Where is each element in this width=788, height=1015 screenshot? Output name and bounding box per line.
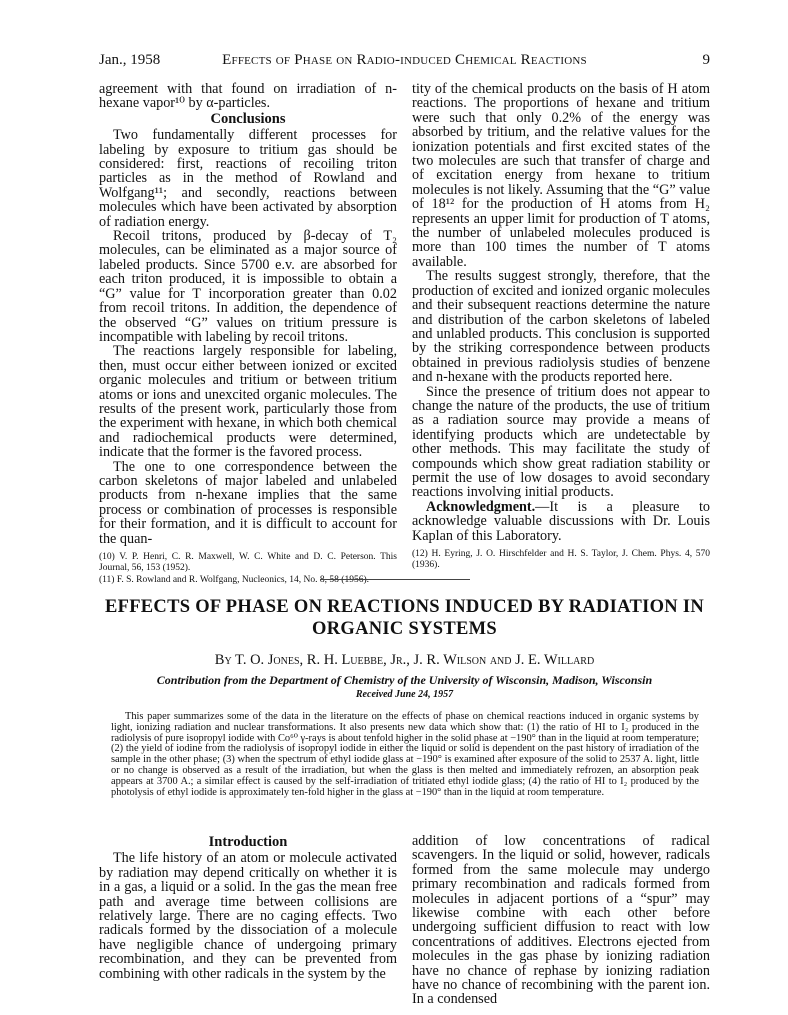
abstract	[111, 712, 699, 798]
paragraph: The results suggest strongly, therefore, that the production of excited and ionized organic molecules and their subsequent reactions determine the nature and distribution of the carbon skeletons of labeled and unlabled products. This conclusion is supported by the striking correspondence between products obtained in previous radiolysis studies of benzene and n-hexane with the products reported here.	[412, 268, 710, 386]
top-right-column	[412, 82, 710, 572]
paragraph: The one to one correspondence between the carbon skeletons of major labeled and unlabeled products from n-hexane implies that the same process or combination of processes is responsible for their formation, and it is difficult to account for the quan-	[99, 458, 397, 547]
top-left-column	[99, 82, 397, 587]
paragraph: The life history of an atom or molecule activated by radiation may depend critically on whether it is in a gas, a liquid or a solid. In the gas the mean free path and average time between collisions are relatively large. There are no caging effects. Two radicals formed by the dissociation of a molecule have negligible chance of undergoing primary recombination, and they can be prevented from combining with other radicals in the system by the	[99, 850, 397, 982]
author-byline: By T. O. Jones, R. H. Luebbe, Jr., J. R. Wilson and J. E. Willard	[214, 652, 595, 668]
issue-date: Jan., 1958	[99, 52, 161, 68]
paragraph: addition of low concentrations of radical scavengers. In the liquid or solid, however, radicals formed from the same molecule may undergo primary recombination and radicals formed from molecules in adjacent portions of a “spur” may likewise combine with each other before undergoing sufficient diffusion to react with low concentrations of additives. Electrons ejected from molecules in the gas phase by ionizing radiation have no chance of rephase by ionizing radiation have no chance of recombining with the parent ion. In a condensed	[412, 833, 710, 1008]
acknowledgment	[412, 500, 710, 543]
footnotes	[99, 552, 397, 586]
page-number: 9	[702, 52, 710, 68]
acknowledgment-label: Acknowledgment.	[426, 498, 536, 515]
bottom-left-column	[99, 834, 397, 981]
paragraph: tity of the chemical products on the basis of H atom reactions. The proportions of hexane and tritium were such that only 0.2% of the energy was absorbed by tritium, and the relative values for the ionization potentials and first excited states of the two molecules are such that transfer of charge and of excitation energy from hexane to tritium molecules is not likely. Assuming that the “G” value of 18¹² for the production of H atoms from H₂ represents an upper limit for production of T atoms, the number of unlabeled molecules produced is more than 100 times the number of T atoms available.	[412, 81, 710, 270]
abstract-text: This paper summarizes some of the data in the literature on the effects of phase on chemical reactions induced in organic systems by light, ionizing radiation and nuclear transformations. It also presents new data which show that: (1) the ratio of HI to I₂ produced in the radiolysis of pure isopropyl iodide with Co⁶⁰ γ-rays is about tenfold higher in the solid phase at −190° than in the liquid at room temperature; (2) the yield of iodine from the radiolysis of isopropyl iodide in either the liquid or solid is dependent on the past history of irradiation of the sample in the other phase; (3) when the spectrum of ethyl iodide glass at −190° is examined after exposure of the solid to 2537 A. light, little or no change is observed as a result of the irradiation, but when the glass is then melted and immediately refrozen, an absorption peak appears at 3700 A.; a similar effect is caused by the self-irradiation of tritiated ethyl iodide glass; (4) the ratio of HI to I₂ produced by the photolysis of ethyl iodide is approximately ten-fold higher in the glass at −190° than in the liquid at room temperature.	[111, 711, 699, 798]
running-header	[99, 52, 710, 72]
affiliation: Contribution from the Department of Chemistry of the University of Wisconsin, Madison, Wisconsin	[156, 673, 653, 687]
paragraph: agreement with that found on irradiation of n-hexane vapor¹⁰ by α-particles.	[99, 81, 397, 112]
bottom-right-column	[412, 834, 710, 1007]
footnote-12: (12) H. Eyring, J. O. Hirschfelder and H. S. Taylor, J. Chem. Phys. 4, 570 (1936).	[412, 549, 710, 570]
acknowledgment-text: —It is a pleasure to acknowledge valuable discussions with Dr. Louis Kaplan of this Laboratory.	[412, 498, 710, 544]
received-date: Received June 24, 1957	[355, 689, 454, 700]
paragraph: The reactions largely responsible for labeling, then, must occur either between ionized or excited organic molecules and tritium or between tritium atoms or ions and unexcited organic molecules. The results of the present work, particularly those from the experiment with hexane, in which both chemical and radiochemical products were determined, indicate that the former is the favored process.	[99, 343, 397, 461]
separator-rule	[320, 579, 470, 580]
paragraph: Recoil tritons, produced by β-decay of T₂ molecules, can be eliminated as a major source of labeled products. Since 5700 e.v. are absorbed for each triton produced, it is impossible to obtain a “G” value for T incorporation greater than 0.02 from recoil tritons. In addition, the dependence of the observed “G” values on tritium pressure is incompatible with labeling by recoil tritons.	[99, 228, 397, 345]
paragraph: Since the presence of tritium does not appear to change the nature of the products, the use of tritium as a radiation source may provide a means of identifying products which are undetectable by other methods. This may facilitate the study of compounds which show great radiation stability or permit the use of low dosages to avoid secondary reactions involving initial products.	[412, 383, 710, 501]
footnotes	[412, 549, 710, 571]
paragraph: Two fundamentally different processes for labeling by exposure to tritium gas should be considered: first, reactions of recoiling triton particles as in the method of Rowland and Wolfgang¹¹; and secondly, reactions between molecules which have been activated by absorption of radiation energy.	[99, 127, 397, 230]
article-title: EFFECTS OF PHASE ON REACTIONS INDUCED BY RADIATION IN ORGANIC SYSTEMS	[104, 597, 705, 639]
running-title: Effects of Phase on Radio-induced Chemical Reactions	[222, 52, 587, 68]
footnote-11: (11) F. S. Rowland and R. Wolfgang, Nucleonics, 14, No. 8, 58 (1956).	[99, 575, 369, 585]
section-heading-introduction: Introduction	[208, 834, 288, 850]
footnote-10: (10) V. P. Henri, C. R. Maxwell, W. C. White and D. C. Peterson. This Journal, 56, 153 (1952).	[99, 552, 397, 573]
section-heading-conclusions: Conclusions	[210, 110, 286, 127]
